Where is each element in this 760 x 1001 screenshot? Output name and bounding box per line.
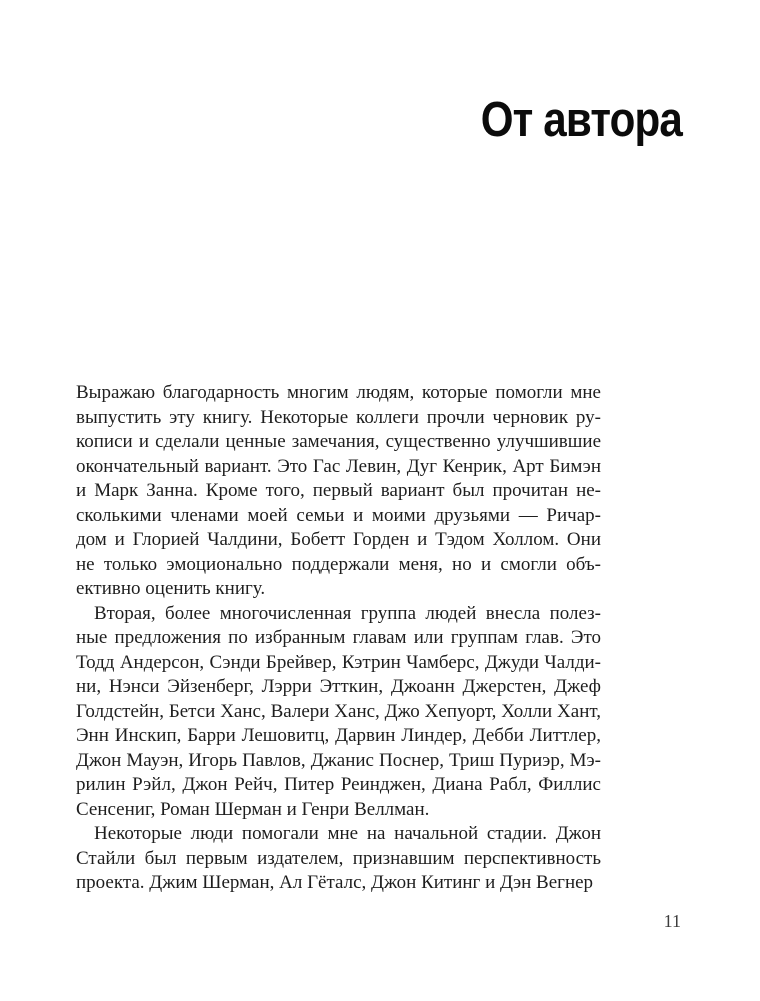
body-line: дом и Глорией Чалдини, Бобетт Горден и Тэдом Холлом. Они [76,529,601,550]
body-text [76,381,601,896]
body-line: Выражаю благодарность многим людям, которые помогли мне [76,382,601,403]
body-line: Энн Инскип, Барри Лешовитц, Дарвин Линдер, Дебби Литтлер, [76,725,601,746]
body-line: Джон Мауэн, Игорь Павлов, Джанис Поснер, Триш Пуриэр, Мэ- [76,749,601,771]
body-line: и Марк Занна. Кроме того, первый вариант был прочитан не- [76,480,601,501]
body-line: Голдстейн, Бетси Ханс, Валери Ханс, Джо Хепуорт, Холли Хант, [76,700,601,722]
chapter-title [448,93,682,147]
body-line: кописи и сделали ценные замечания, существенно улучшившие [76,431,601,452]
body-line: выпустить эту книгу. Некоторые коллеги прочли черновик ру- [76,406,601,428]
body-line: Вторая, более многочисленная группа людей внесла полез- [94,602,601,624]
body-line: Некоторые люди помогали мне на начальной стадии. Джон [94,823,601,844]
body-line: рилин Рэйл, Джон Рейч, Питер Реинджен, Диана Рабл, Филлис [76,774,601,795]
body-line: не только эмоционально поддержали меня, но и смогли объ- [76,553,601,575]
body-line: окончательный вариант. Это Гас Левин, Дуг Кенрик, Арт Бимэн [76,455,601,477]
body-line: Стайли был первым издателем, признавшим перспективность [76,847,601,869]
body-line: сколькими членами моей семьи и моими друзьями — Ричар- [76,504,601,526]
body-line: ные предложения по избранным главам или группам глав. Это [76,627,601,648]
chapter-title-text: От автора [480,93,682,147]
page-number: 11 [663,911,681,931]
body-line: Тодд Андерсон, Сэнди Брейвер, Кэтрин Чамберс, Джуди Чалди- [76,651,601,673]
body-line: ективно оценить книгу. [76,578,266,599]
body-line: проекта. Джим Шерман, Ал Гёталс, Джон Китинг и Дэн Вегнер [76,872,594,893]
body-line: Сенсениг, Роман Шерман и Генри Веллман. [76,798,430,820]
body-line: ни, Нэнси Эйзенберг, Лэрри Этткин, Джоанн Джерстен, Джеф [76,676,601,697]
